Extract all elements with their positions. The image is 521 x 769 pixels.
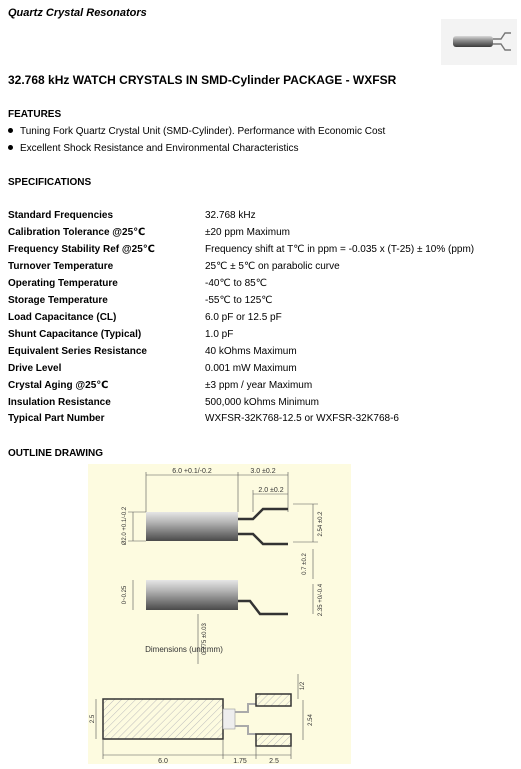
spec-label: Standard Frequencies xyxy=(8,210,114,221)
spec-value: 500,000 kOhms Minimum xyxy=(205,397,319,408)
dim-side-gap: 0~0.25 xyxy=(122,585,128,605)
footprint-lead-pad xyxy=(256,694,291,706)
outline-heading: OUTLINE DRAWING xyxy=(8,448,103,459)
spec-label: Storage Temperature xyxy=(8,295,108,306)
spec-value: ±20 ppm Maximum xyxy=(205,227,290,238)
outline-drawing xyxy=(88,464,351,764)
spec-value: -40℃ to 85℃ xyxy=(205,278,267,289)
spec-value: 40 kOhms Maximum xyxy=(205,346,297,357)
dim-lead-span: 2.0 ±0.2 xyxy=(258,487,284,494)
spec-label: Drive Level xyxy=(8,363,62,374)
spec-row xyxy=(8,380,513,396)
spec-value: 1.0 pF xyxy=(205,329,234,340)
features-heading: FEATURES xyxy=(8,109,62,120)
dim-diameter: Ø2.0 +0.1/-0.2 xyxy=(122,506,128,546)
spec-row xyxy=(8,278,513,294)
spec-label: Operating Temperature xyxy=(8,278,118,289)
dim-pad-height: 2.5 xyxy=(90,714,96,724)
feature-item: Excellent Shock Resistance and Environmental Characteristics xyxy=(8,143,298,154)
specifications-heading: SPECIFICATIONS xyxy=(8,177,92,188)
spec-row xyxy=(8,261,513,277)
dim-pad-pitch: 2.54 xyxy=(308,714,314,726)
dim-pitch: 2.54 ±0.2 xyxy=(318,511,324,537)
dim-foot-gap: 1.75 xyxy=(233,758,247,764)
feature-item: Tuning Fork Quartz Crystal Unit (SMD-Cylinder). Performance with Economic Cost xyxy=(8,126,385,137)
footprint-body-pad xyxy=(103,699,223,739)
dim-body-length: 6.0 +0.1/-0.2 xyxy=(172,468,212,475)
spec-label: Equivalent Series Resistance xyxy=(8,346,147,357)
bullet-icon xyxy=(8,145,13,150)
spec-label: Frequency Stability Ref @25℃ xyxy=(8,244,155,255)
dim-pad-top: 1/2 xyxy=(300,681,306,691)
spec-value: ±3 ppm / year Maximum xyxy=(205,380,313,391)
spec-value: 6.0 pF or 12.5 pF xyxy=(205,312,282,323)
spec-row xyxy=(8,413,513,429)
footprint-lead-pad xyxy=(256,734,291,746)
spec-row xyxy=(8,363,513,379)
spec-value: 32.768 kHz xyxy=(205,210,256,221)
dim-lead-thick: 0.275 ±0.03 xyxy=(202,623,208,655)
spec-row xyxy=(8,295,513,311)
dim-foot-body: 6.0 xyxy=(158,758,168,764)
spec-row xyxy=(8,244,513,260)
dim-side-height: 2.35 +0/-0.4 xyxy=(318,583,324,617)
outline-drawing-svg xyxy=(88,464,351,764)
bullet-icon xyxy=(8,128,13,133)
product-photo xyxy=(441,19,517,65)
dim-foot-pad: 2.5 xyxy=(269,758,279,764)
spec-value: Frequency shift at T℃ in ppm = -0.035 x (T-25) ± 10% (ppm) xyxy=(205,244,475,255)
spec-row xyxy=(8,210,513,226)
spec-value: WXFSR-32K768-12.5 or WXFSR-32K768-6 xyxy=(205,413,399,424)
spec-row xyxy=(8,312,513,328)
spec-row xyxy=(8,346,513,362)
header-category: Quartz Crystal Resonators xyxy=(8,7,147,19)
spec-row xyxy=(8,329,513,345)
dim-lead-length: 3.0 ±0.2 xyxy=(250,468,276,475)
dimensions-note: Dimensions (unit:mm) xyxy=(145,645,223,654)
spec-value: -55℃ to 125℃ xyxy=(205,295,273,306)
spec-value: 25℃ ± 5℃ on parabolic curve xyxy=(205,261,340,272)
crystal-body-side xyxy=(146,580,238,610)
spec-label: Calibration Tolerance @25℃ xyxy=(8,227,146,238)
spec-label: Turnover Temperature xyxy=(8,261,114,272)
spec-label: Typical Part Number xyxy=(8,413,105,424)
page-title: 32.768 kHz WATCH CRYSTALS IN SMD-Cylinder PACKAGE - WXFSR xyxy=(8,73,397,87)
spec-row xyxy=(8,227,513,243)
spec-label: Load Capacitance (CL) xyxy=(8,312,117,323)
spec-value: 0.001 mW Maximum xyxy=(205,363,297,374)
dim-lead-offset: 0.7 ±0.2 xyxy=(302,553,308,575)
spec-row xyxy=(8,397,513,413)
spec-label: Insulation Resistance xyxy=(8,397,111,408)
spec-label: Crystal Aging @25℃ xyxy=(8,380,109,391)
crystal-body-top xyxy=(146,512,238,541)
spec-label: Shunt Capacitance (Typical) xyxy=(8,329,142,340)
